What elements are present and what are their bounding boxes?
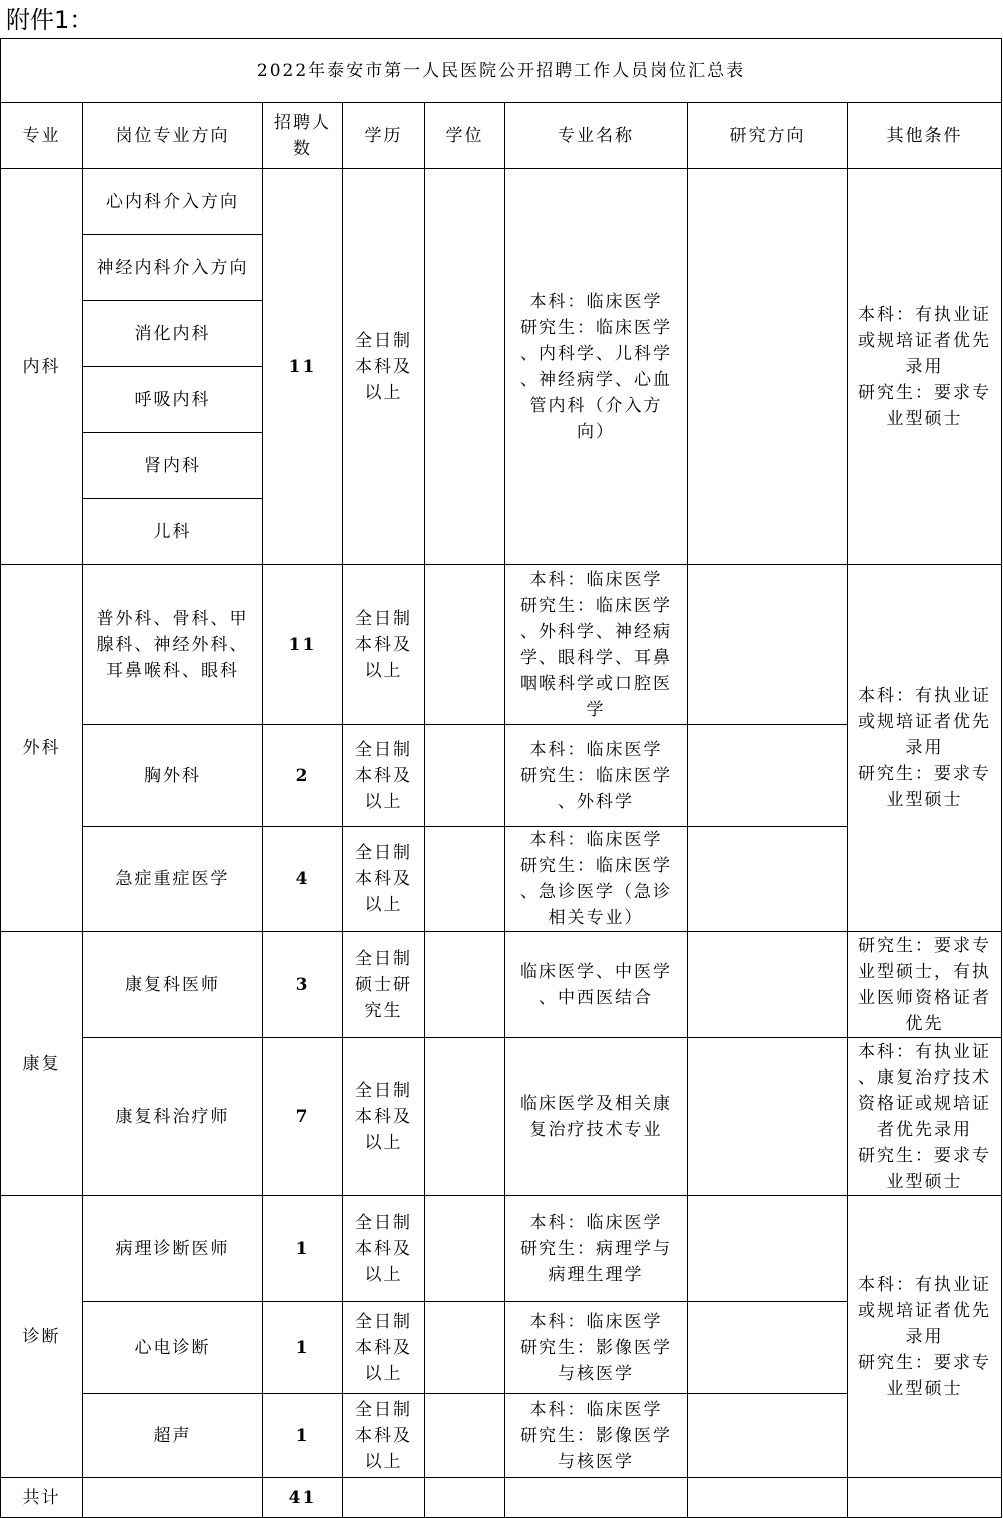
research-cell xyxy=(688,1196,848,1302)
header-cell: 学位 xyxy=(425,103,505,169)
empty-cell xyxy=(688,1478,848,1518)
total-row xyxy=(1,1478,1002,1518)
direction-cell: 心内科介入方向 xyxy=(83,169,263,235)
count-cell: 11 xyxy=(263,169,343,565)
header-cell: 学历 xyxy=(343,103,425,169)
direction-cell: 急症重症医学 xyxy=(83,827,263,932)
count-cell: 1 xyxy=(263,1394,343,1478)
major-name-cell: 本科：临床医学 研究生：影像医学 与核医学 xyxy=(505,1302,688,1394)
education-cell: 全日制 本科及 以上 xyxy=(343,725,425,827)
major-cell: 诊断 xyxy=(1,1196,83,1478)
major-name-cell: 本科：临床医学 研究生：临床医学 、外科学 xyxy=(505,725,688,827)
count-cell: 1 xyxy=(263,1302,343,1394)
recruitment-table xyxy=(0,38,1002,1518)
major-name-cell: 本科：临床医学 研究生：临床医学 、内科学、儿科学 、神经病学、心血 管内科（介入方 向） xyxy=(505,169,688,565)
direction-cell: 康复科治疗师 xyxy=(83,1038,263,1196)
empty-cell xyxy=(425,1478,505,1518)
direction-cell: 普外科、骨科、甲 腺科、神经外科、 耳鼻喉科、眼科 xyxy=(83,565,263,725)
header-row xyxy=(1,103,1002,169)
major-cell: 康复 xyxy=(1,932,83,1196)
degree-cell xyxy=(425,565,505,725)
education-cell: 全日制 本科及 以上 xyxy=(343,1394,425,1478)
other-cell: 本科：有执业证 或规培证者优先 录用 研究生：要求专 业型硕士 xyxy=(848,169,1002,565)
degree-cell xyxy=(425,932,505,1038)
count-cell: 1 xyxy=(263,1196,343,1302)
research-cell xyxy=(688,1394,848,1478)
count-cell: 2 xyxy=(263,725,343,827)
major-name-cell: 本科：临床医学 研究生：影像医学 与核医学 xyxy=(505,1394,688,1478)
research-cell xyxy=(688,1038,848,1196)
page-title: 2022年泰安市第一人民医院公开招聘工作人员岗位汇总表 xyxy=(1,39,1002,103)
major-cell: 外科 xyxy=(1,565,83,932)
table-row xyxy=(1,1196,1002,1302)
direction-cell: 肾内科 xyxy=(83,433,263,499)
direction-cell: 康复科医师 xyxy=(83,932,263,1038)
direction-cell: 神经内科介入方向 xyxy=(83,235,263,301)
count-cell: 3 xyxy=(263,932,343,1038)
major-cell: 内科 xyxy=(1,169,83,565)
direction-cell: 胸外科 xyxy=(83,725,263,827)
major-name-cell: 本科：临床医学 研究生：临床医学 、急诊医学（急诊 相关专业） xyxy=(505,827,688,932)
direction-cell: 消化内科 xyxy=(83,301,263,367)
major-name-cell: 本科：临床医学 研究生：临床医学 、外科学、神经病 学、眼科学、耳鼻 咽喉科学或口腔医 学 xyxy=(505,565,688,725)
other-cell: 本科：有执业证 或规培证者优先 录用 研究生：要求专 业型硕士 xyxy=(848,565,1002,932)
major-name-cell: 临床医学及相关康 复治疗技术专业 xyxy=(505,1038,688,1196)
header-cell: 专业名称 xyxy=(505,103,688,169)
empty-cell xyxy=(83,1478,263,1518)
research-cell xyxy=(688,169,848,565)
degree-cell xyxy=(425,827,505,932)
empty-cell xyxy=(848,1478,1002,1518)
direction-cell: 超声 xyxy=(83,1394,263,1478)
major-name-cell: 临床医学、中医学 、中西医结合 xyxy=(505,932,688,1038)
table-row xyxy=(1,169,1002,235)
other-cell: 本科：有执业证 或规培证者优先 录用 研究生：要求专 业型硕士 xyxy=(848,1196,1002,1478)
other-cell: 研究生：要求专 业型硕士，有执 业医师资格证者 优先 xyxy=(848,932,1002,1038)
research-cell xyxy=(688,565,848,725)
empty-cell xyxy=(343,1478,425,1518)
degree-cell xyxy=(425,1394,505,1478)
total-label: 共计 xyxy=(1,1478,83,1518)
direction-cell: 呼吸内科 xyxy=(83,367,263,433)
other-cell: 本科：有执业证 、康复治疗技术 资格证或规培证 者优先录用 研究生：要求专 业型硕士 xyxy=(848,1038,1002,1196)
major-name-cell: 本科：临床医学 研究生：病理学与 病理生理学 xyxy=(505,1196,688,1302)
education-cell: 全日制 本科及 以上 xyxy=(343,169,425,565)
count-cell: 4 xyxy=(263,827,343,932)
table-row xyxy=(1,1038,1002,1196)
count-cell: 11 xyxy=(263,565,343,725)
direction-cell: 病理诊断医师 xyxy=(83,1196,263,1302)
total-count: 41 xyxy=(263,1478,343,1518)
empty-cell xyxy=(505,1478,688,1518)
education-cell: 全日制 本科及 以上 xyxy=(343,1196,425,1302)
degree-cell xyxy=(425,1302,505,1394)
header-cell: 岗位专业方向 xyxy=(83,103,263,169)
education-cell: 全日制 硕士研 究生 xyxy=(343,932,425,1038)
count-cell: 7 xyxy=(263,1038,343,1196)
degree-cell xyxy=(425,1038,505,1196)
education-cell: 全日制 本科及 以上 xyxy=(343,827,425,932)
degree-cell xyxy=(425,725,505,827)
education-cell: 全日制 本科及 以上 xyxy=(343,1038,425,1196)
education-cell: 全日制 本科及 以上 xyxy=(343,1302,425,1394)
research-cell xyxy=(688,725,848,827)
research-cell xyxy=(688,1302,848,1394)
research-cell xyxy=(688,827,848,932)
header-cell: 其他条件 xyxy=(848,103,1002,169)
table-row xyxy=(1,932,1002,1038)
education-cell: 全日制 本科及 以上 xyxy=(343,565,425,725)
header-cell: 研究方向 xyxy=(688,103,848,169)
degree-cell xyxy=(425,1196,505,1302)
attachment-label: 附件1： xyxy=(6,6,94,34)
direction-cell: 心电诊断 xyxy=(83,1302,263,1394)
degree-cell xyxy=(425,169,505,565)
header-cell: 专业 xyxy=(1,103,83,169)
direction-cell: 儿科 xyxy=(83,499,263,565)
header-cell: 招聘人 数 xyxy=(263,103,343,169)
table-row xyxy=(1,565,1002,725)
research-cell xyxy=(688,932,848,1038)
